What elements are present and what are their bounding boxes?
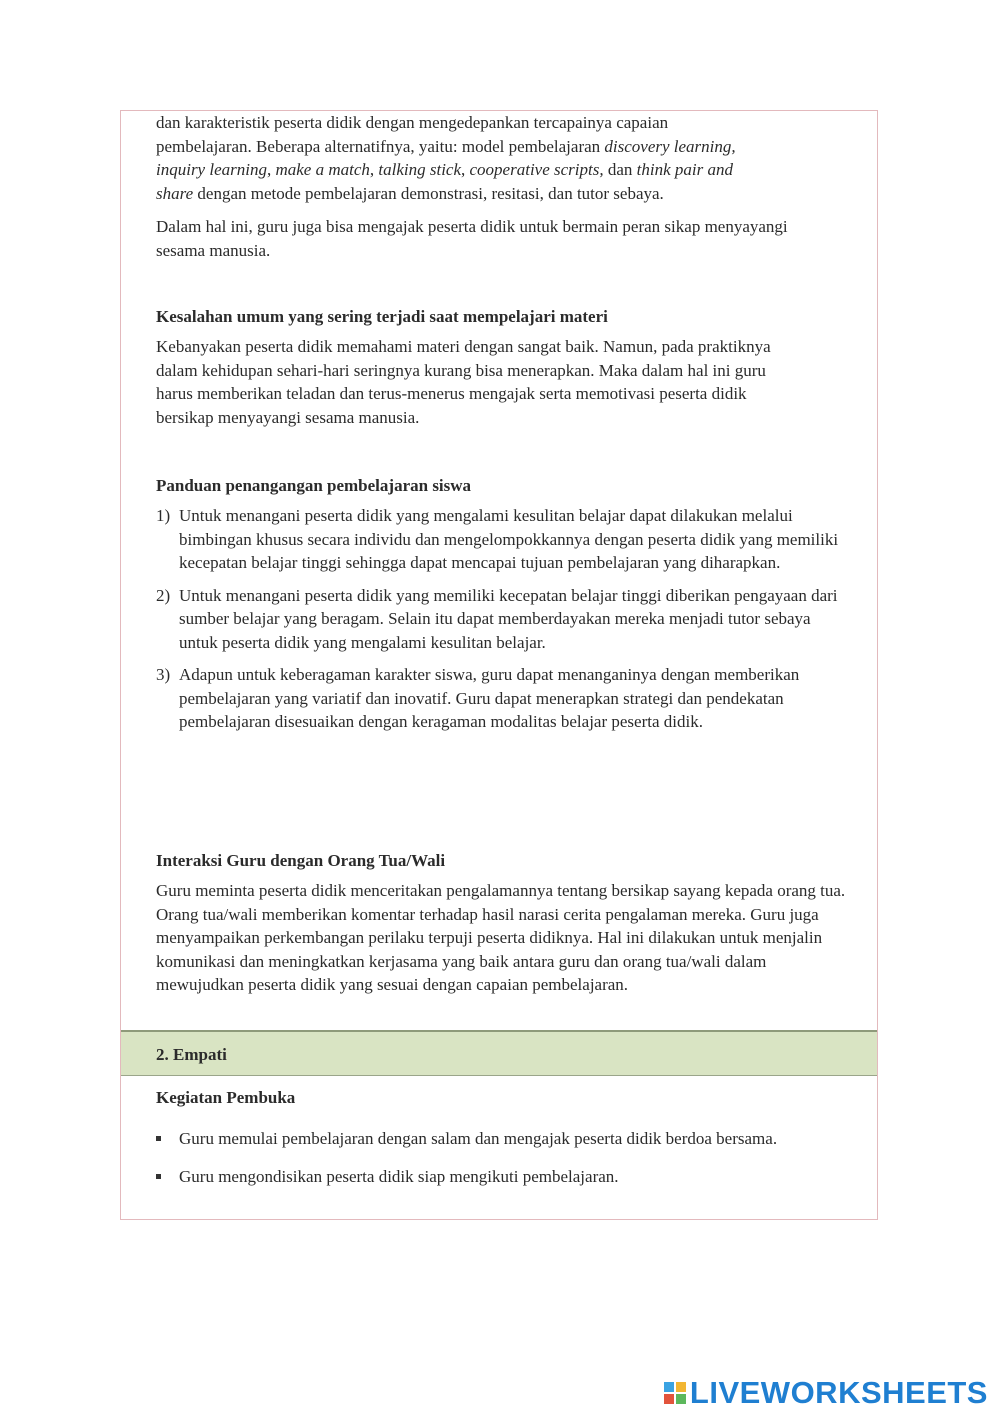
list-item: Guru mengondisikan peserta didik siap mengikuti pembelajaran. [156, 1162, 836, 1192]
kesalahan-section [156, 305, 806, 429]
list-item: Guru memulai pembelajaran dengan salam dan mengajak peserta didik berdoa bersama. [156, 1124, 836, 1154]
pembuka-section [156, 1086, 836, 1192]
pembuka-list [156, 1124, 836, 1192]
liveworksheets-logo-icon [664, 1382, 686, 1404]
bullet-icon [156, 1174, 161, 1179]
interaksi-section [156, 849, 856, 997]
interaksi-heading: Interaksi Guru dengan Orang Tua/Wali [156, 851, 446, 870]
panduan-section [156, 474, 846, 734]
empati-section-header [121, 1030, 877, 1076]
interaksi-body: Guru meminta peserta didik menceritakan pengalamannya tentang bersikap sayang kepada orang tua. Orang tua/wali memberikan komentar terhadap hasil narasi cerita pengalaman mereka. Guru juga menyampaikan perkembangan perilaku terpuji peserta didiknya. Hal ini dilakukan untuk menjalin komunikasi dan meningkatkan kerjasama yang baik antara guru dan orang tua/wali dalam mewujudkan peserta didik yang sesuai dengan capaian pembelajaran. [156, 881, 846, 994]
empati-title: 2. Empati [156, 1045, 227, 1064]
kesalahan-heading: Kesalahan umum yang sering terjadi saat mempelajari materi [156, 307, 608, 326]
intro-paragraph-1: dan karakteristik peserta didik dengan mengedepankan tercapainya capaian pembelajaran. Beberapa alternatifnya, yaitu: model pembelajaran discovery learning, inquiry learning, make a match, talking stick, cooperative scripts, dan think pair and share dengan metode pembelajaran demonstrasi, resitasi, dan tutor sebaya. [156, 113, 736, 203]
list-item: 3) Adapun untuk keberagaman karakter siswa, guru dapat menanganinya dengan memberikan pembelajaran yang variatif dan inovatif. Guru dapat menerapkan strategi dan pendekatan pembelajaran disesuaikan dengan keragaman modalitas belajar peserta didik. [156, 665, 800, 731]
panduan-list [156, 504, 846, 734]
pembuka-heading: Kegiatan Pembuka [156, 1088, 296, 1107]
intro-paragraph-2: Dalam hal ini, guru juga bisa mengajak peserta didik untuk bermain peran sikap menyayangi sesama manusia. [156, 217, 788, 260]
logo-text: LIVEWORKSHEETS [689, 1375, 988, 1410]
intro-section [156, 111, 856, 262]
bullet-icon [156, 1136, 161, 1141]
kesalahan-body: Kebanyakan peserta didik memahami materi dengan sangat baik. Namun, pada praktiknya dalam kehidupan sehari-hari seringnya kurang bisa menerapkan. Maka dalam hal ini guru harus memberikan teladan dan terus-menerus mengajak serta memotivasi peserta didik bersikap menyayangi sesama manusia. [156, 337, 771, 427]
liveworksheets-logo[interactable] [664, 1376, 988, 1410]
list-item: 2) Untuk menangani peserta didik yang memiliki kecepatan belajar tinggi diberikan pengayaan dari sumber belajar yang beragam. Selain itu dapat memberdayakan mereka menjadi tutor sebaya untuk peserta didik yang mengalami kesulitan belajar. [156, 585, 838, 652]
panduan-heading: Panduan penangangan pembelajaran siswa [156, 476, 472, 495]
list-item: 1) Untuk menangani peserta didik yang mengalami kesulitan belajar dapat dilakukan melalui bimbingan khusus secara individu dan mengelompokkannya dengan peserta didik yang memiliki kecepatan belajar tinggi sehingga dapat mencapai tujuan pembelajaran yang diharapkan. [156, 506, 839, 572]
